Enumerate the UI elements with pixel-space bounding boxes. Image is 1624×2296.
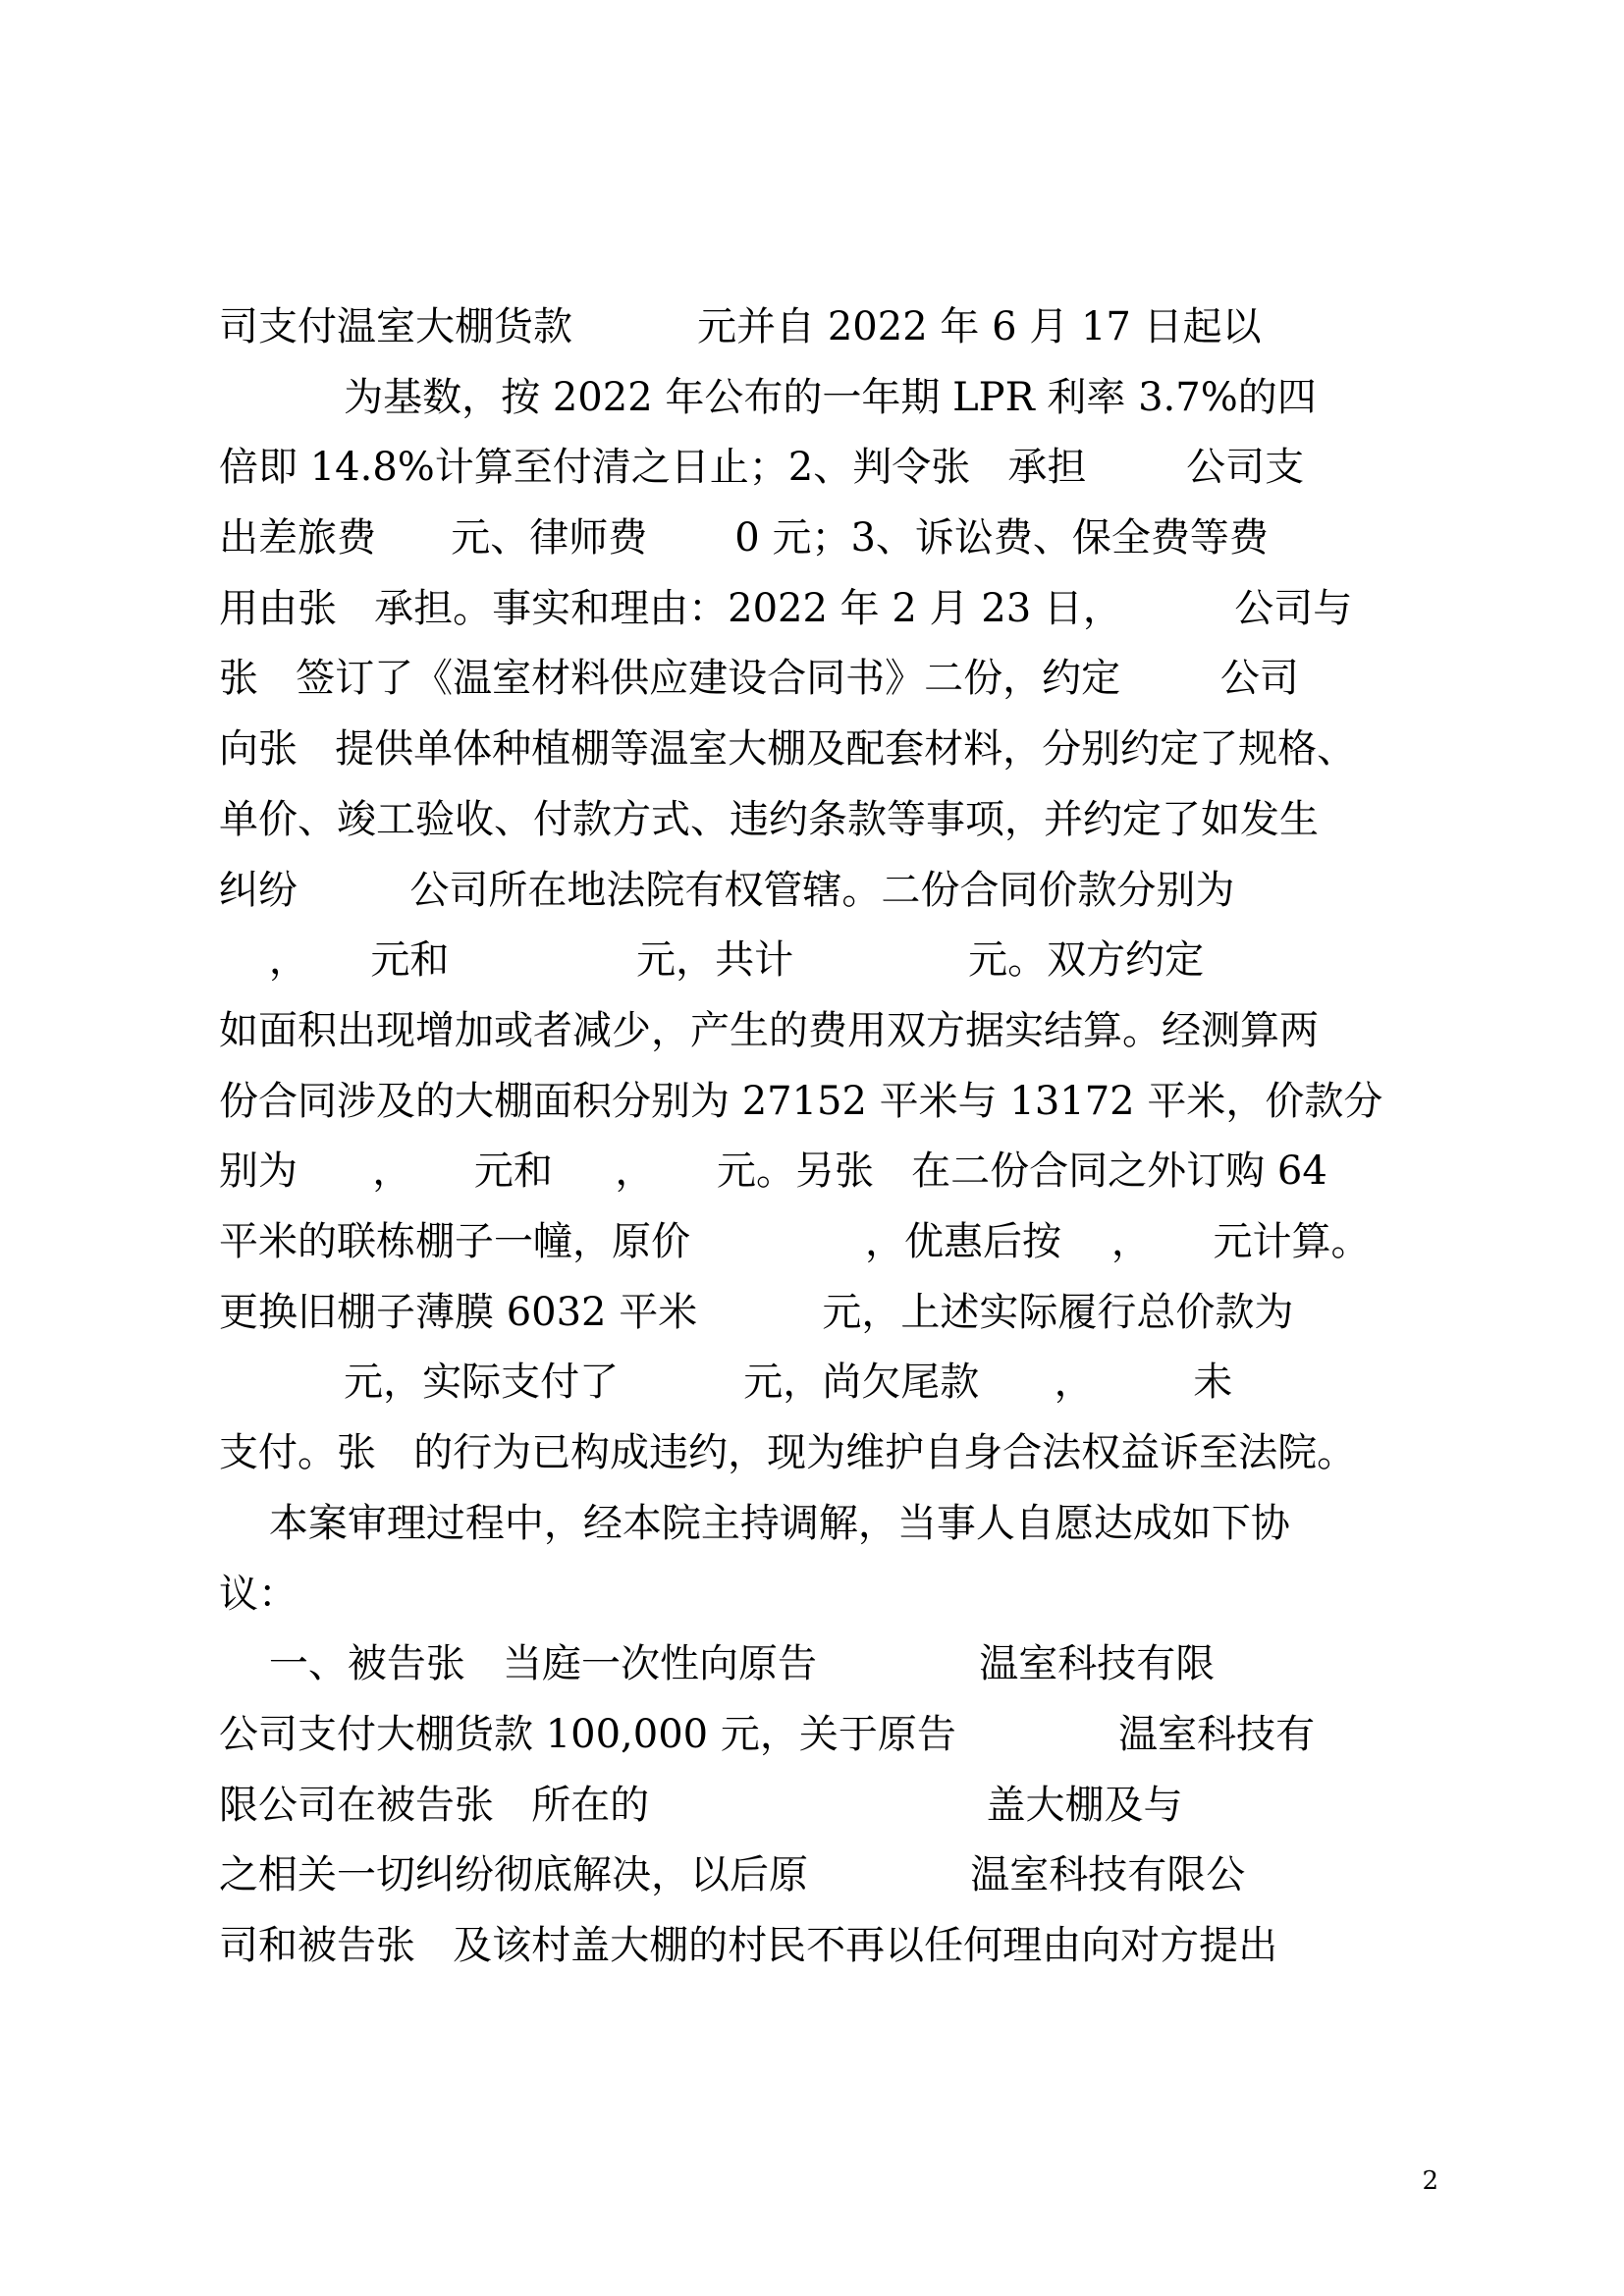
body-text-line: 一、被告张 当庭一次性向原告 温室科技有限 [219, 1641, 1216, 1686]
page-number: 2 [1422, 2166, 1438, 2196]
body-text-line: 份合同涉及的大棚面积分别为 27152 平米与 13172 平米，价款分 [219, 1079, 1383, 1124]
body-text-line: 司和被告张 及该村盖大棚的村民不再以任何理由向对方提出 [219, 1923, 1278, 1968]
body-text-line: 纠纷 公司所在地法院有权管辖。二份合同价款分别为 [219, 868, 1235, 913]
body-text-line: 为基数，按 2022 年公布的一年期 LPR 利率 3.7%的四 [219, 375, 1317, 420]
body-text-line: 公司支付大棚货款 100,000 元，关于原告 温室科技有 [219, 1712, 1316, 1757]
body-text-line: 出差旅费 元、律师费 0 元；3、诉讼费、保全费等费 [219, 515, 1269, 561]
body-text-line: 用由张 承担。事实和理由：2022 年 2 月 23 日， 公司与 [219, 586, 1353, 631]
body-text-line: 张 签订了《温室材料供应建设合同书》二份，约定 公司 [219, 656, 1299, 701]
body-text-line: 更换旧棚子薄膜 6032 平米 元，上述实际履行总价款为 [219, 1290, 1294, 1335]
body-text-line: 之相关一切纠纷彻底解决，以后原 温室科技有限公 [219, 1852, 1246, 1897]
body-text-line: ， 元和 元，共计 元。双方约定 [219, 937, 1205, 983]
body-text-line: 支付。张 的行为已构成违约，现为维护自身合法权益诉至法院。 [219, 1430, 1357, 1475]
body-text-line: 如面积出现增加或者减少，产生的费用双方据实结算。经测算两 [219, 1008, 1319, 1053]
body-text-line: 司支付温室大棚货款 元并自 2022 年 6 月 17 日起以 [219, 304, 1262, 349]
body-text-line: 限公司在被告张 所在的 盖大棚及与 [219, 1783, 1183, 1828]
body-text-line: 倍即 14.8%计算至付清之日止；2、判令张 承担 公司支 [219, 445, 1305, 490]
body-text-line: 平米的联栋棚子一幢，原价 ，优惠后按 ， 元计算。 [219, 1219, 1371, 1264]
body-text-line: 元，实际支付了 元，尚欠尾款 ， 未 [219, 1360, 1233, 1405]
body-text-line: 本案审理过程中，经本院主持调解，当事人自愿达成如下协 [219, 1501, 1290, 1546]
body-text-line: 别为 ， 元和 ， 元。另张 在二份合同之外订购 64 [219, 1148, 1327, 1194]
body-text-line: 向张 提供单体种植棚等温室大棚及配套材料，分别约定了规格、 [219, 726, 1357, 772]
body-text-line: 单价、竣工验收、付款方式、违约条款等事项，并约定了如发生 [219, 797, 1319, 842]
body-text-line: 议： [219, 1572, 298, 1617]
